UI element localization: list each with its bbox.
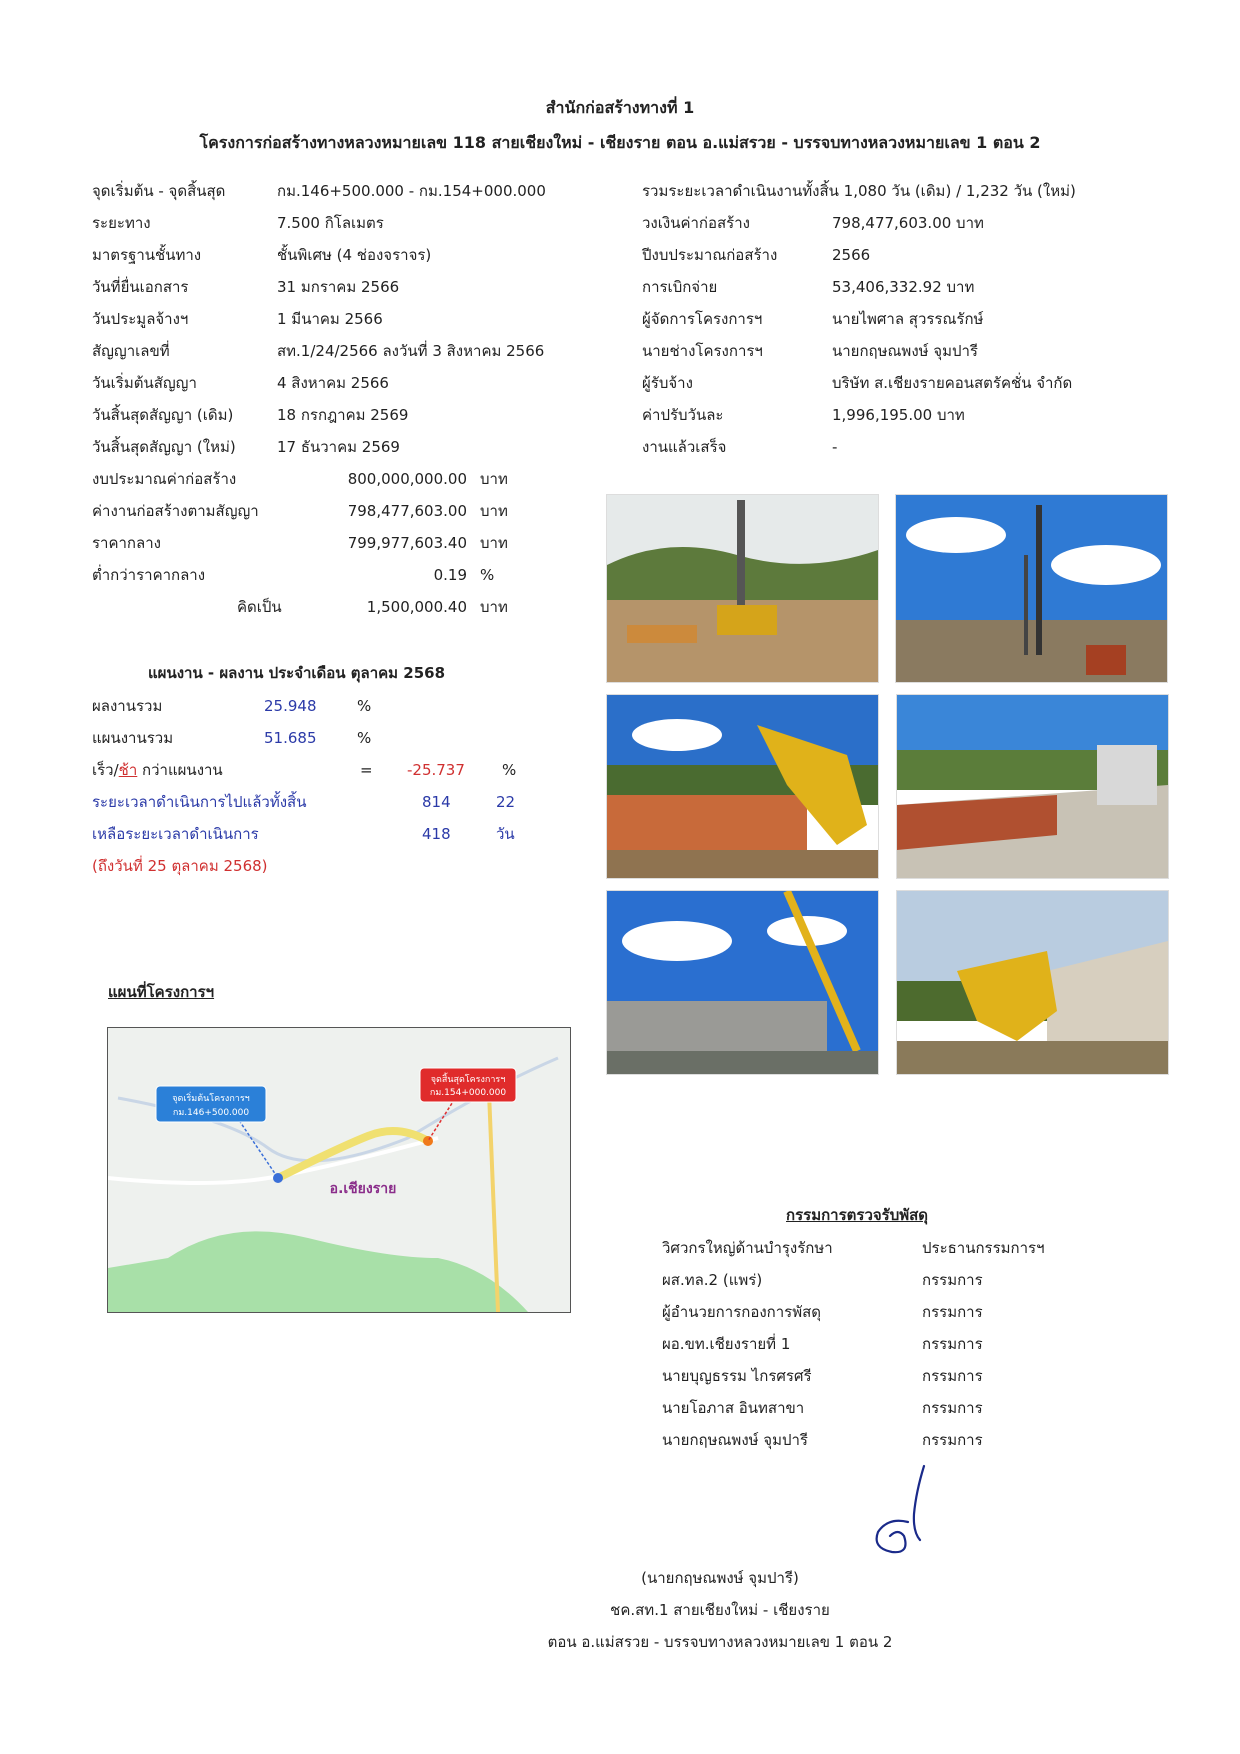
budget-unit: บาท [480, 534, 508, 552]
info-label: ผู้จัดการโครงการฯ [642, 310, 763, 328]
elapsed-unit: 22 [496, 793, 516, 811]
remain-unit: วัน [496, 825, 515, 843]
info-row [92, 371, 652, 395]
budget-label: ค่างานก่อสร้างตามสัญญา [92, 502, 259, 520]
compare-label: กว่าแผนงาน [137, 761, 223, 779]
member-role: กรรมการ [922, 1431, 983, 1449]
progress-label [92, 758, 223, 782]
progress-label: ผลงานรวม [92, 697, 163, 715]
info-label: นายช่างโครงการฯ [642, 342, 763, 360]
info-value: นายไพศาล สุวรรณรักษ์ [832, 310, 984, 328]
budget-unit: บาท [480, 502, 508, 520]
info-label: วันเริ่มต้นสัญญา [92, 374, 197, 392]
progress-label: แผนงานรวม [92, 729, 174, 747]
committee-row [662, 1396, 1102, 1420]
slow-label: ช้า [118, 761, 138, 779]
budget-value: 799,977,603.40 [347, 534, 467, 552]
member-name: ผอ.ขท.เชียงรายที่ 1 [662, 1335, 791, 1353]
start-label-1: จุดเริ่มต้นโครงการฯ [172, 1094, 250, 1104]
site-photo [606, 694, 879, 879]
budget-value: 0.19 [433, 566, 467, 584]
budget-row [92, 499, 572, 523]
info-value: นายกฤษณพงษ์ จุมปารี [832, 342, 978, 360]
info-value: 1,996,195.00 บาท [832, 406, 965, 424]
info-value: 7.500 กิโลเมตร [277, 214, 384, 232]
budget-label: ต่ำกว่าราคากลาง [92, 566, 206, 584]
info-value: สท.1/24/2566 ลงวันที่ 3 สิงหาคม 2566 [277, 342, 545, 360]
member-name: ผู้อำนวยการกองการพัสดุ [662, 1303, 822, 1321]
equals-sign: = [360, 761, 373, 779]
info-row [642, 275, 1202, 299]
progress-unit: % [357, 697, 372, 715]
signer-title-1: ชค.สท.1 สายเชียงใหม่ - เชียงราย [610, 1601, 830, 1619]
progress-row [92, 822, 532, 846]
site-photo [606, 890, 879, 1075]
info-row [92, 243, 652, 267]
info-value: 798,477,603.00 บาท [832, 214, 984, 232]
map-heading: แผนที่โครงการฯ [108, 983, 215, 1001]
budget-value: 800,000,000.00 [347, 470, 467, 488]
info-label: ปีงบประมาณก่อสร้าง [642, 246, 778, 264]
site-photo [606, 494, 879, 683]
member-role: กรรมการ [922, 1303, 983, 1321]
elapsed-value: 814 [422, 793, 451, 811]
info-label: การเบิกจ่าย [642, 278, 718, 296]
info-row [642, 307, 1202, 331]
info-label: มาตรฐานชั้นทาง [92, 246, 202, 264]
budget-row [92, 563, 572, 587]
start-label-2: กม.146+500.000 [172, 1108, 250, 1118]
site-photo [896, 890, 1169, 1075]
member-role: กรรมการ [922, 1399, 983, 1417]
progress-value: 25.948 [264, 697, 317, 715]
budget-row [92, 531, 572, 555]
budget-label: งบประมาณค่าก่อสร้าง [92, 470, 237, 488]
budget-value: 798,477,603.00 [347, 502, 467, 520]
progress-row [92, 726, 512, 750]
info-value: 53,406,332.92 บาท [832, 278, 975, 296]
member-name: ผส.ทล.2 (แพร่) [662, 1271, 763, 1289]
info-value: - [832, 438, 838, 456]
info-label: งานแล้วเสร็จ [642, 438, 727, 456]
info-row [92, 403, 652, 427]
info-label: วันสิ้นสุดสัญญา (ใหม่) [92, 438, 236, 456]
info-value: 2566 [832, 246, 871, 264]
info-label: วันที่ยื่นเอกสาร [92, 278, 189, 296]
progress-unit: % [502, 761, 517, 779]
committee-row [662, 1428, 1102, 1452]
info-label: วันสิ้นสุดสัญญา (เดิม) [92, 406, 234, 424]
info-label: ค่าปรับวันละ [642, 406, 724, 424]
town-label: อ.เชียงราย [329, 1181, 397, 1197]
info-value: 1 มีนาคม 2566 [277, 310, 383, 328]
info-value: ชั้นพิเศษ (4 ช่องจราจร) [277, 246, 432, 264]
info-label: จุดเริ่มต้น - จุดสิ้นสุด [92, 182, 226, 200]
committee-row [662, 1236, 1102, 1260]
budget-row [92, 595, 572, 619]
signer-title-2: ตอน อ.แม่สรวย - บรรจบทางหลวงหมายเลข 1 ตอน 2 [547, 1633, 893, 1651]
info-value: บริษัท ส.เชียงรายคอนสตรัคชั่น จำกัด [832, 374, 1073, 392]
project-title: โครงการก่อสร้างทางหลวงหมายเลข 118 สายเชียงใหม่ - เชียงราย ตอน อ.แม่สรวย - บรรจบทางหลวงหมายเลข 1 ตอน 2 [199, 133, 1041, 152]
end-label-1: จุดสิ้นสุดโครงการฯ [430, 1075, 506, 1085]
info-value: 18 กรกฎาคม 2569 [277, 406, 409, 424]
info-row [92, 339, 652, 363]
info-label: สัญญาเลขที่ [92, 342, 170, 360]
budget-row [92, 467, 572, 491]
info-label: วันประมูลจ้างฯ [92, 310, 189, 328]
member-role: กรรมการ [922, 1271, 983, 1289]
total-duration: รวมระยะเวลาดำเนินงานทั้งสิ้น 1,080 วัน (เดิม) / 1,232 วัน (ใหม่) [642, 182, 1076, 200]
office-title: สำนักก่อสร้างทางที่ 1 [545, 98, 695, 117]
handwritten-signature [858, 1462, 948, 1562]
member-name: นายกฤษณพงษ์ จุมปารี [662, 1431, 808, 1449]
info-row [92, 275, 652, 299]
info-row [642, 371, 1202, 395]
info-row [642, 435, 1202, 459]
site-photo [895, 494, 1168, 683]
as-of-date: (ถึงวันที่ 25 ตุลาคม 2568) [92, 857, 268, 875]
committee-row [662, 1300, 1102, 1324]
committee-row [662, 1268, 1102, 1292]
member-role: กรรมการ [922, 1367, 983, 1385]
member-name: นายบุญธรรม ไกรศรศรี [662, 1367, 812, 1385]
budget-label: คิดเป็น [237, 598, 282, 616]
info-row [92, 435, 652, 459]
progress-row [92, 790, 532, 814]
end-label-2: กม.154+000.000 [429, 1088, 507, 1098]
info-value: กม.146+500.000 - กม.154+000.000 [277, 182, 546, 200]
committee-row [662, 1364, 1102, 1388]
info-row [642, 243, 1202, 267]
info-row [642, 211, 1202, 235]
info-value: 17 ธันวาคม 2569 [277, 438, 400, 456]
info-row [642, 339, 1202, 363]
info-label: ระยะทาง [92, 214, 151, 232]
member-role: ประธานกรรมการฯ [922, 1239, 1045, 1257]
elapsed-label: ระยะเวลาดำเนินการไปแล้วทั้งสิ้น [92, 793, 307, 811]
fast-label: เร็ว/ [92, 761, 119, 779]
info-row [92, 307, 652, 331]
info-row [92, 179, 652, 203]
member-role: กรรมการ [922, 1335, 983, 1353]
budget-unit: บาท [480, 598, 508, 616]
progress-heading: แผนงาน - ผลงาน ประจำเดือน ตุลาคม 2568 [148, 664, 446, 682]
diff-value: -25.737 [407, 761, 465, 779]
site-photo [896, 694, 1169, 879]
committee-row [662, 1332, 1102, 1356]
member-name: วิศวกรใหญ่ด้านบำรุงรักษา [662, 1239, 833, 1257]
map-graphic [108, 1028, 570, 1312]
progress-row [92, 758, 532, 782]
committee-heading: กรรมการตรวจรับพัสดุ [786, 1206, 929, 1224]
info-row [642, 403, 1202, 427]
progress-value: 51.685 [264, 729, 317, 747]
remain-label: เหลือระยะเวลาดำเนินการ [92, 825, 259, 843]
progress-unit: % [357, 729, 372, 747]
project-map [107, 1027, 571, 1313]
info-label: ผู้รับจ้าง [642, 374, 693, 392]
remain-value: 418 [422, 825, 451, 843]
budget-label: ราคากลาง [92, 534, 161, 552]
info-row [92, 211, 652, 235]
member-name: นายโอภาส อินทสาขา [662, 1399, 805, 1417]
budget-value: 1,500,000.40 [366, 598, 467, 616]
info-value: 31 มกราคม 2566 [277, 278, 400, 296]
info-value: 4 สิงหาคม 2566 [277, 374, 389, 392]
budget-unit: % [480, 566, 495, 584]
signer-name: (นายกฤษณพงษ์ จุมปารี) [641, 1569, 799, 1587]
budget-unit: บาท [480, 470, 508, 488]
progress-row [92, 694, 512, 718]
info-label: วงเงินค่าก่อสร้าง [642, 214, 750, 232]
